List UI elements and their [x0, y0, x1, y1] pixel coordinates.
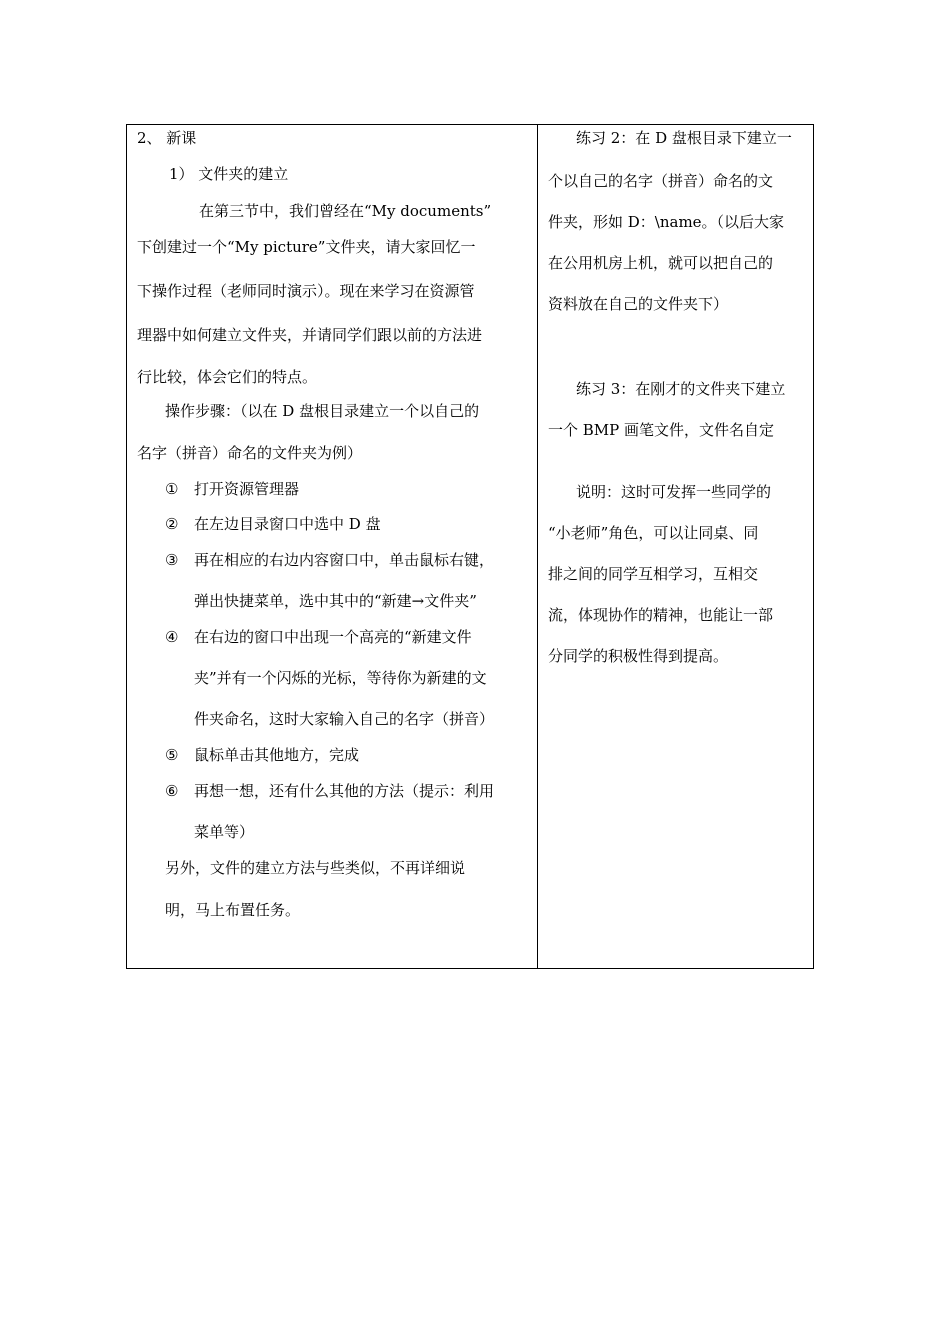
steps-intro-line: 操作步骤：（以在 D 盘根目录建立一个以自己的 — [165, 402, 480, 420]
practice2-line: 在公用机房上机，就可以把自己的 — [548, 254, 774, 272]
note-line: “小老师”角色，可以让同桌、同 — [548, 524, 759, 542]
subsection-heading: 1） 文件夹的建立 — [169, 165, 289, 183]
intro-line: 理器中如何建立文件夹，并请同学们跟以前的方法进 — [137, 326, 483, 344]
step-marker: ② — [165, 515, 179, 533]
step-text: 鼠标单击其他地方，完成 — [194, 746, 360, 764]
step-text: 在左边目录窗口中选中 D 盘 — [194, 515, 381, 533]
practice2-line: 资料放在自己的文件夹下） — [548, 295, 729, 313]
note-line: 排之间的同学互相学习，互相交 — [548, 565, 759, 583]
practice2-line: 件夹，形如 D：\name。（以后大家 — [548, 213, 785, 231]
section-heading: 2、 新课 — [137, 129, 197, 147]
note-line: 说明：这时可发挥一些同学的 — [576, 483, 772, 501]
practice2-line: 练习 2：在 D 盘根目录下建立一 — [576, 129, 792, 147]
step-text: 在右边的窗口中出现一个高亮的“新建文件 — [194, 628, 472, 646]
closing-line: 明，马上布置任务。 — [165, 901, 301, 919]
note-line: 流，体现协作的精神，也能让一部 — [548, 606, 774, 624]
closing-line: 另外，文件的建立方法与些类似，不再详细说 — [165, 859, 466, 877]
steps-intro-line: 名字（拼音）命名的文件夹为例） — [137, 444, 363, 462]
step-text: 弹出快捷菜单，选中其中的“新建→文件夹” — [194, 592, 477, 610]
step-text: 菜单等） — [194, 823, 255, 841]
column-divider — [537, 125, 538, 968]
step-text: 再在相应的右边内容窗口中，单击鼠标右键， — [194, 551, 495, 569]
step-text: 件夹命名，这时大家输入自己的名字（拼音） — [194, 710, 495, 728]
practice3-line: 一个 BMP 画笔文件，文件名自定 — [548, 421, 775, 439]
intro-line: 行比较，体会它们的特点。 — [137, 368, 318, 386]
intro-line: 下创建过一个“My picture”文件夹，请大家回忆一 — [137, 238, 476, 256]
intro-line: 在第三节中，我们曾经在“My documents” — [199, 202, 492, 220]
step-marker: ④ — [165, 628, 179, 646]
note-line: 分同学的积极性得到提高。 — [548, 647, 729, 665]
practice3-line: 练习 3：在刚才的文件夹下建立 — [576, 380, 786, 398]
intro-line: 下操作过程（老师同时演示）。现在来学习在资源管 — [137, 282, 475, 300]
step-text: 再想一想，还有什么其他的方法（提示：利用 — [194, 782, 495, 800]
step-text: 打开资源管理器 — [194, 480, 300, 498]
step-text: 夹”并有一个闪烁的光标，等待你为新建的文 — [194, 669, 487, 687]
practice2-line: 个以自己的名字（拼音）命名的文 — [548, 172, 774, 190]
step-marker: ① — [165, 480, 179, 498]
step-marker: ⑥ — [165, 782, 179, 800]
step-marker: ③ — [165, 551, 179, 569]
step-marker: ⑤ — [165, 746, 179, 764]
lesson-table — [126, 124, 814, 969]
